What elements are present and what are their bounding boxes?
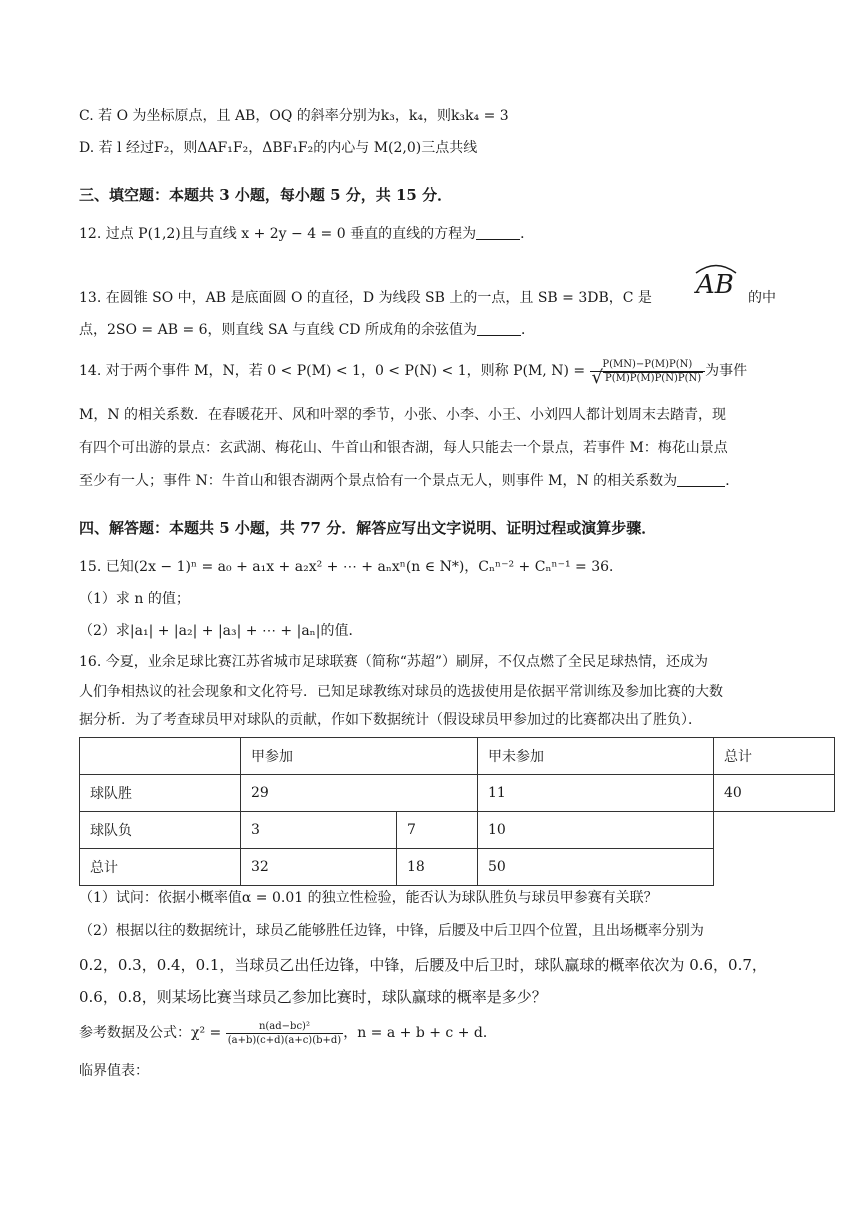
table-empty-cell <box>714 812 835 849</box>
q12-answer-blank <box>476 225 520 240</box>
q14-sqrt-content: P(M)P(M)P(N)P(N) <box>605 372 702 384</box>
reference-after: ，n = a + b + c + d． <box>343 1025 497 1041</box>
table-header-cell: 总计 <box>714 738 835 775</box>
table-cell: 球队胜 <box>80 775 241 812</box>
q16-line-3: 据分析．为了考查球员甲对球队的贡献，作如下数据统计（假设球员甲参加过的比赛都决出了胜负）． <box>79 712 702 728</box>
q13-line-2-text: 点，2SO = AB = 6，则直线 SA 与直线 CD 所成角的余弦值为 <box>79 322 477 338</box>
table-row <box>80 849 835 886</box>
chi-square-numerator: n(ad−bc)² <box>226 1020 343 1034</box>
q13-line-1: 13. 在圆锥 SO 中，AB 是底面圆 O 的直径，D 为线段 SB 上的一点，且 SB = 3DB，C 是 <box>79 290 652 306</box>
q12 <box>79 224 534 244</box>
q16-part-2-line-2: 0.2，0.3，0.4，0.1，当球员乙出任边锋，中锋，后腰及中后卫时，球队赢球的概率依次为 0.6，0.7， <box>79 956 767 974</box>
q11-option-d: D. 若 l 经过F₂，则ΔAF₁F₂，ΔBF₁F₂的内心与 M(2,0)三点共线 <box>79 140 478 156</box>
q13-line-2 <box>79 320 535 340</box>
q11-option-c <box>79 106 509 126</box>
section-3-heading: 三、填空题：本题共 3 小题，每小题 5 分，共 15 分． <box>79 186 453 204</box>
q14-line-2: M，N 的相关系数．在春暖花开、风和叶翠的季节，小张、小李、小王、小刘四人都计划周末去踏青，现 <box>79 407 727 423</box>
table-row <box>80 775 835 812</box>
table-header-cell: 甲参加 <box>241 738 478 775</box>
q14-after: 为事件 <box>705 363 748 379</box>
q16-data-table <box>79 737 835 886</box>
table-empty-cell <box>714 849 835 886</box>
table-cell: 32 <box>241 849 397 886</box>
table-cell: 10 <box>478 812 714 849</box>
q14-line-4 <box>79 471 739 491</box>
q14-line-4-text: 至少有一人；事件 N：牛首山和银杏湖两个景点恰有一个景点无人，则事件 M，N 的相关系数为 <box>79 473 678 489</box>
q11-option-c-math: k₃，k₄，则k₃k₄ = 3 <box>380 108 509 124</box>
table-cell: 3 <box>241 812 397 849</box>
q13-answer-blank <box>477 321 521 336</box>
table-row <box>80 812 835 849</box>
chi-square-fraction <box>226 1020 343 1047</box>
q14-line-1 <box>79 357 748 388</box>
q16-part-2-line-1: （2）根据以往的数据统计，球员乙能够胜任边锋，中锋，后腰及中后卫四个位置，且出场概率分别为 <box>79 923 704 939</box>
table-cell: 11 <box>478 775 714 812</box>
q15-part-2: （2）求|a₁| + |a₂| + |a₃| + ⋯ + |aₙ|的值． <box>79 623 363 639</box>
q14-correlation-fraction <box>590 358 706 388</box>
critical-value-table-label: 临界值表： <box>79 1063 149 1079</box>
reference-label: 参考数据及公式：χ² = <box>79 1025 222 1041</box>
q15-stem: 15. 已知(2x − 1)ⁿ = a₀ + a₁x + a₂x² + ⋯ + aₙxⁿ(n ∈ N*)，Cₙⁿ⁻² + Cₙⁿ⁻¹ = 36． <box>79 559 624 575</box>
table-cell: 40 <box>714 775 835 812</box>
table-cell: 29 <box>241 775 478 812</box>
q14-answer-blank <box>677 472 725 487</box>
q11-option-c-label: C. 若 O 为坐标原点，且 AB，OQ 的斜率分别为 <box>79 108 381 124</box>
table-cell: 球队负 <box>80 812 241 849</box>
q12-end: ． <box>520 226 535 242</box>
table-cell: 18 <box>397 849 478 886</box>
q16-part-1: （1）试问：依据小概率值α = 0.01 的独立性检验，能否认为球队胜负与球员甲参赛有关联？ <box>79 890 658 906</box>
q16-part-2-line-3: 0.6，0.8，则某场比赛当球员乙参加比赛时，球队赢球的概率是多少？ <box>79 988 547 1006</box>
table-row <box>80 738 835 775</box>
q16-line-2: 人们争相热议的社会现象和文化符号．已知足球教练对球员的选拔使用是依据平常训练及参加比赛的大数 <box>79 684 723 700</box>
table-cell: 总计 <box>80 849 241 886</box>
table-header-cell: 甲未参加 <box>478 738 714 775</box>
q13-end: ． <box>520 322 535 338</box>
chi-square-denominator: (a+b)(c+d)(a+c)(b+d) <box>227 1034 342 1046</box>
q14-line-3: 有四个可出游的景点：玄武湖、梅花山、牛首山和银杏湖，每人只能去一个景点，若事件 M：梅花山景点 <box>79 440 728 456</box>
q13-line-1-end: 的中 <box>748 290 776 306</box>
section-4-heading: 四、解答题：本题共 5 小题，共 77 分．解答应写出文字说明、证明过程或演算步骤． <box>79 519 657 537</box>
q14-intro: 14. 对于两个事件 M，N，若 0 < P(M) < 1，0 < P(N) < 1，则称 P(M, N) = <box>79 363 586 379</box>
q14-fraction-denominator <box>590 366 706 388</box>
q16-line-1: 16. 今夏，业余足球比赛江苏省城市足球联赛（简称“苏超”）刷屏，不仅点燃了全民足球热情，还成为 <box>79 654 709 670</box>
table-cell: 7 <box>397 812 478 849</box>
q16-reference-formula <box>79 1018 497 1048</box>
q14-fraction-numerator: P(MN)−P(M)P(N) <box>590 358 706 372</box>
q12-text: 12. 过点 P(1,2)且与直线 x + 2y − 4 = 0 垂直的直线的方程为 <box>79 226 477 242</box>
arc-ab-label: AB <box>696 270 734 300</box>
q15-part-1: （1）求 n 的值； <box>79 591 190 607</box>
table-cell <box>80 738 241 775</box>
sqrt-icon: √ <box>591 366 604 388</box>
arc-ab-symbol <box>696 262 744 302</box>
table-cell: 50 <box>478 849 714 886</box>
q14-end: ． <box>725 473 740 489</box>
